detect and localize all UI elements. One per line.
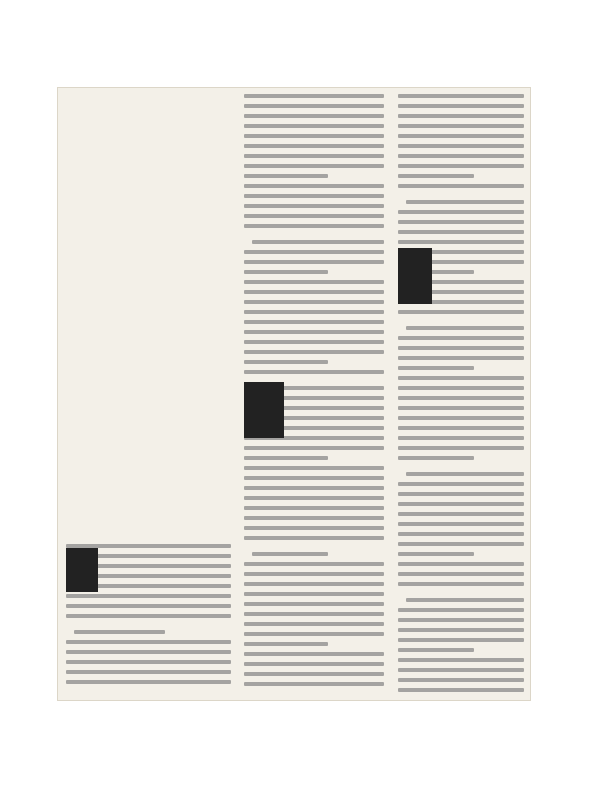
text-line (406, 326, 524, 330)
text-line (244, 506, 384, 510)
text-line (244, 310, 384, 314)
text-line (244, 370, 384, 374)
text-line (244, 466, 384, 470)
text-line (244, 446, 384, 450)
text-line (244, 124, 384, 128)
text-line (66, 650, 231, 654)
text-line (398, 310, 524, 314)
text-line (398, 552, 474, 556)
text-line (66, 680, 231, 684)
text-line (244, 290, 384, 294)
text-line (398, 366, 474, 370)
text-line (66, 660, 231, 664)
text-line (244, 164, 384, 168)
text-line (244, 672, 384, 676)
text-line (244, 642, 328, 646)
article-deck (66, 396, 236, 536)
text-line (244, 496, 384, 500)
text-line (244, 224, 384, 228)
text-line (244, 662, 384, 666)
text-line (244, 652, 384, 656)
text-line (244, 134, 384, 138)
text-line (66, 614, 231, 618)
text-line (244, 280, 384, 284)
text-line (66, 670, 231, 674)
text-line (398, 144, 524, 148)
text-line (244, 300, 384, 304)
text-line (398, 220, 524, 224)
text-line (398, 532, 524, 536)
text-line (398, 628, 524, 632)
text-line (66, 594, 231, 598)
text-line (244, 682, 384, 686)
text-line (398, 336, 524, 340)
text-line (244, 360, 328, 364)
text-line (398, 376, 524, 380)
text-line (244, 174, 328, 178)
text-line (244, 340, 384, 344)
text-line (398, 618, 524, 622)
text-line (244, 94, 384, 98)
text-line (244, 602, 384, 606)
text-line (398, 184, 524, 188)
text-line (244, 572, 384, 576)
text-line (244, 154, 384, 158)
text-line (398, 104, 524, 108)
text-line (398, 416, 524, 420)
text-line (398, 346, 524, 350)
text-line (398, 678, 524, 682)
text-line (66, 640, 231, 644)
text-line (398, 638, 524, 642)
text-line (244, 612, 384, 616)
drop-cap-shape (244, 382, 284, 438)
text-line (244, 562, 384, 566)
text-line (244, 204, 384, 208)
text-line (398, 386, 524, 390)
text-line (398, 436, 524, 440)
text-line (398, 688, 524, 692)
text-line (398, 608, 524, 612)
text-line (398, 426, 524, 430)
text-line (244, 622, 384, 626)
text-column-right (398, 94, 524, 698)
text-line (398, 658, 524, 662)
text-line (398, 154, 524, 158)
text-line (244, 526, 384, 530)
newspaper-clipping (58, 88, 530, 700)
text-line (244, 330, 384, 334)
text-line (406, 472, 524, 476)
text-line (398, 164, 524, 168)
text-line (244, 250, 384, 254)
text-line (398, 174, 474, 178)
text-line (398, 648, 474, 652)
article-headline (66, 296, 236, 391)
text-line (398, 562, 524, 566)
text-line (244, 516, 384, 520)
text-line (66, 604, 231, 608)
text-line (252, 552, 328, 556)
text-line (398, 582, 524, 586)
text-line (398, 492, 524, 496)
text-line (244, 114, 384, 118)
text-line (244, 486, 384, 490)
text-line (398, 542, 524, 546)
drop-cap-shape (398, 248, 432, 304)
text-line (244, 320, 384, 324)
drop-cap-shape (66, 548, 98, 592)
text-line (398, 406, 524, 410)
text-line (244, 582, 384, 586)
text-line (244, 260, 384, 264)
text-line (398, 94, 524, 98)
text-line (398, 482, 524, 486)
text-line (244, 194, 384, 198)
text-line (244, 214, 384, 218)
text-line (74, 630, 165, 634)
text-line (398, 114, 524, 118)
text-line (244, 456, 328, 460)
text-line (398, 356, 524, 360)
text-line (398, 456, 474, 460)
text-line (244, 350, 384, 354)
text-line (398, 512, 524, 516)
text-line (398, 572, 524, 576)
text-line (398, 446, 524, 450)
text-line (398, 134, 524, 138)
text-line (244, 592, 384, 596)
text-line (398, 522, 524, 526)
text-line (398, 240, 524, 244)
text-line (398, 124, 524, 128)
text-line (398, 668, 524, 672)
text-line (398, 396, 524, 400)
text-line (244, 270, 328, 274)
text-line (244, 536, 384, 540)
text-line (244, 632, 384, 636)
text-line (406, 598, 524, 602)
text-line (398, 230, 524, 234)
text-line (398, 210, 524, 214)
text-line (252, 240, 384, 244)
text-line (244, 104, 384, 108)
text-line (244, 184, 384, 188)
text-line (244, 476, 384, 480)
headline-block (66, 296, 236, 536)
text-line (398, 502, 524, 506)
text-line (244, 144, 384, 148)
text-line (406, 200, 524, 204)
